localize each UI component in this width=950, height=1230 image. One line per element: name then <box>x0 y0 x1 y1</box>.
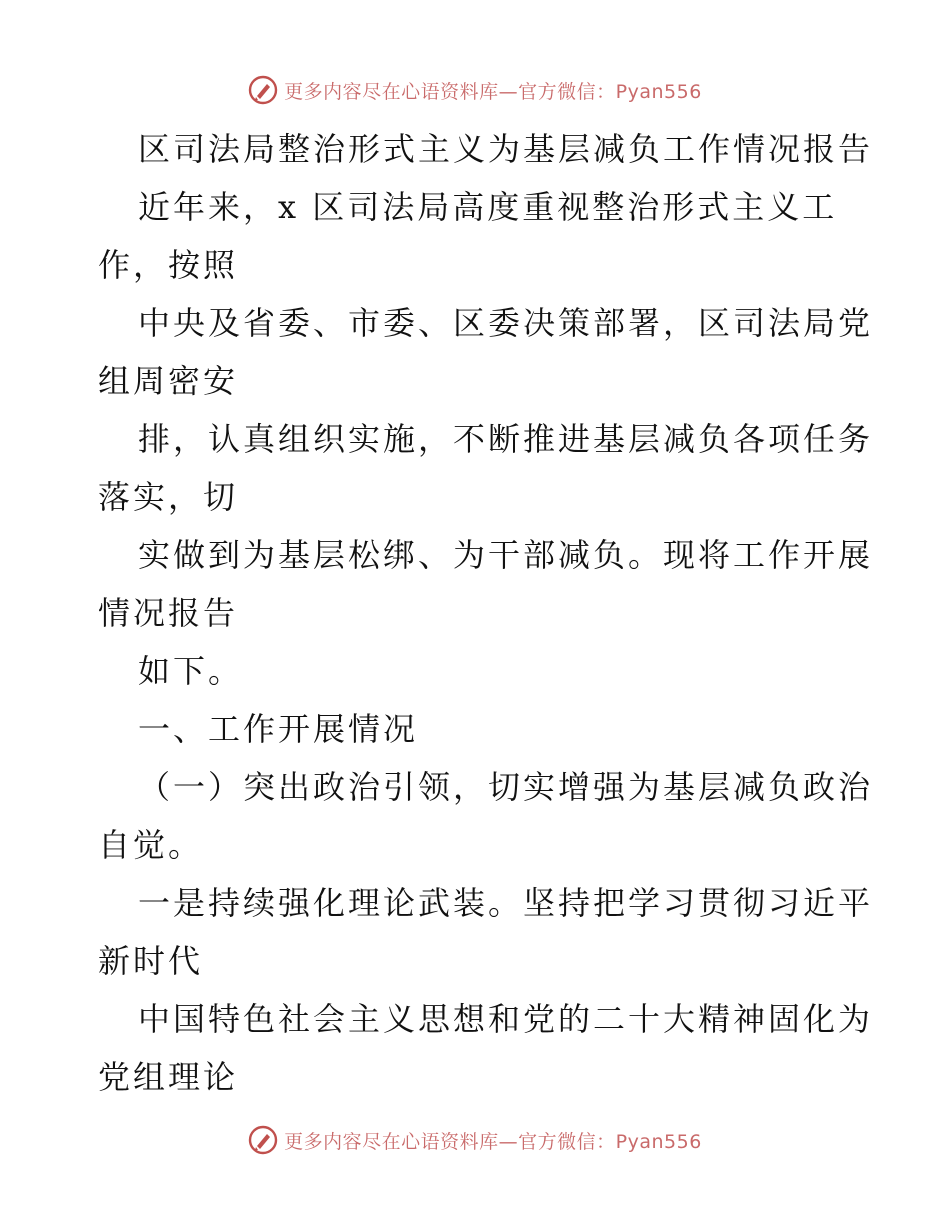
paragraph-line: 落实，切 <box>98 478 239 516</box>
paragraph-line: 作，按照 <box>98 246 239 284</box>
paragraph-line: 情况报告 <box>98 594 239 632</box>
document-title: 区司法局整治形式主义为基层减负工作情况报告 <box>138 130 874 168</box>
paragraph-line: 一是持续强化理论武装。坚持把学习贯彻习近平 <box>138 884 874 922</box>
paragraph-line: 自觉。 <box>98 826 204 864</box>
subsection-heading: （一）突出政治引领，切实增强为基层减负政治 <box>138 768 874 806</box>
paragraph-line: 中央及省委、市委、区委决策部署，区司法局党 <box>138 304 874 342</box>
paragraph-line: 新时代 <box>98 942 204 980</box>
paragraph-line: 组周密安 <box>98 362 239 400</box>
pen-logo-icon <box>248 75 278 105</box>
paragraph-line: 近年来，x 区司法局高度重视整治形式主义工 <box>138 188 838 226</box>
watermark-footer <box>0 1120 950 1160</box>
watermark-text: 更多内容尽在心语资料库—官方微信：Pyan556 <box>284 80 702 103</box>
paragraph-line: 党组理论 <box>98 1058 239 1096</box>
document-body <box>98 120 874 1106</box>
paragraph-line: 排，认真组织实施，不断推进基层减负各项任务 <box>138 420 874 458</box>
paragraph-line: 实做到为基层松绑、为干部减负。现将工作开展 <box>138 536 874 574</box>
pen-logo-icon <box>248 1125 278 1155</box>
section-heading: 一、工作开展情况 <box>138 710 419 748</box>
watermark-text: 更多内容尽在心语资料库—官方微信：Pyan556 <box>284 1130 702 1153</box>
paragraph-line: 如下。 <box>138 652 244 690</box>
watermark-header <box>0 70 950 110</box>
paragraph-line: 中国特色社会主义思想和党的二十大精神固化为 <box>138 1000 874 1038</box>
